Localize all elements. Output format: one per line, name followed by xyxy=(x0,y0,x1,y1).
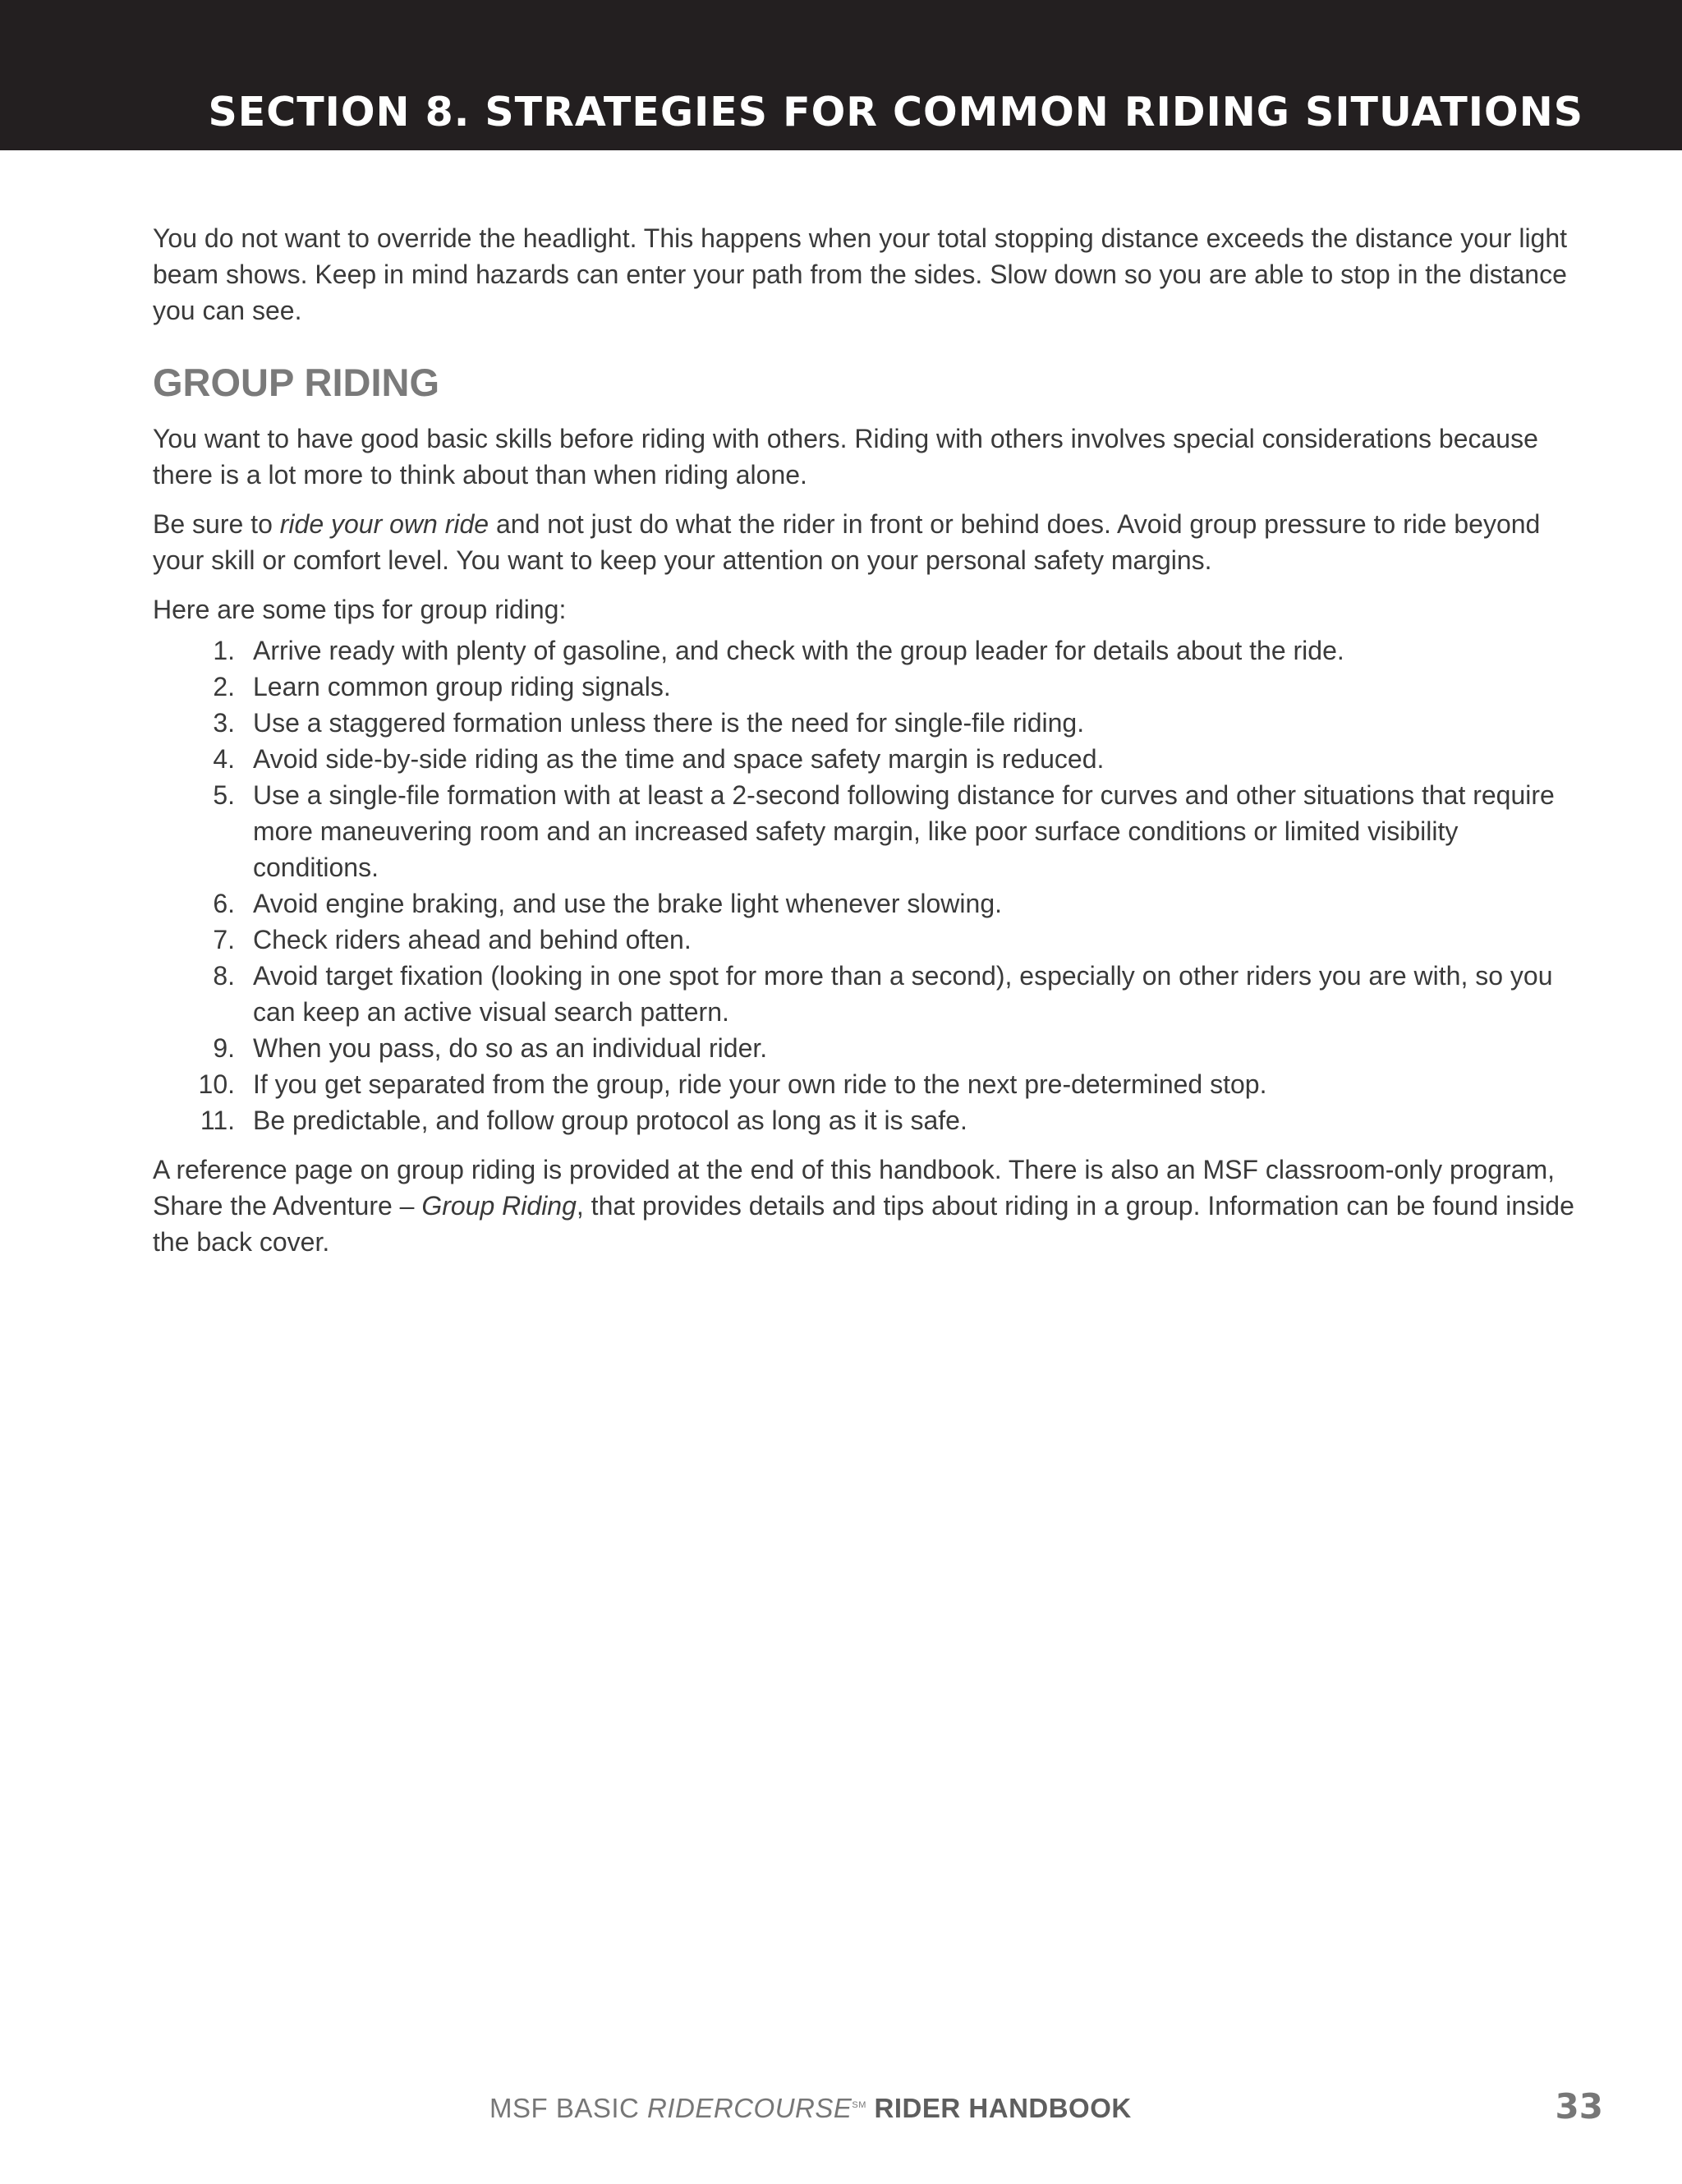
list-item-text: Be predictable, and follow group protocol as long as it is safe. xyxy=(253,1106,967,1135)
handbook-title xyxy=(489,2093,1132,2124)
list-item-text: Check riders ahead and behind often. xyxy=(253,925,692,954)
list-item-text: Avoid engine braking, and use the brake light whenever slowing. xyxy=(253,889,1002,918)
handbook-title-suffix: RIDER HANDBOOK xyxy=(866,2093,1132,2123)
list-item-number: 10. xyxy=(198,1069,235,1099)
list-item xyxy=(153,1102,1582,1138)
list-item xyxy=(153,669,1582,705)
list-item-text: Use a single-file formation with at least a 2-second following distance for curves and other situations that require more maneuvering room and an increased safety margin, like poor surface conditions or limited visibility conditions. xyxy=(253,780,1555,882)
intro-paragraph: You do not want to override the headlight. This happens when your total stopping distance exceeds the distance your light beam shows. Keep in mind hazards can enter your path from the sides. Slow down so you are able to stop in the distance you can see. xyxy=(153,223,1568,325)
list-item xyxy=(153,1066,1582,1102)
list-item xyxy=(153,885,1582,922)
section-title: SECTION 8. STRATEGIES FOR COMMON RIDING SITUATIONS xyxy=(208,89,1583,136)
list-item xyxy=(153,922,1582,958)
list-item xyxy=(153,1030,1582,1066)
list-item-number: 7. xyxy=(213,925,235,954)
group-riding-program-title: Group Riding xyxy=(421,1191,577,1221)
tips-list xyxy=(153,632,1582,1138)
list-item-text: Avoid side-by-side riding as the time and space safety margin is reduced. xyxy=(253,744,1105,774)
list-item-text: When you pass, do so as an individual rider. xyxy=(253,1033,768,1063)
page-content xyxy=(153,220,1582,1273)
list-item xyxy=(153,705,1582,741)
list-item xyxy=(153,741,1582,777)
list-item-number: 2. xyxy=(213,672,235,701)
closing-text-start: A reference page on group riding is provided at the end of this handbook. There is also an MSF classroom-only program, Share the Adventure – xyxy=(153,1155,1556,1221)
group-riding-paragraph-1: You want to have good basic skills before riding with others. Riding with others involves special considerations because there is a lot more to think about than when riding alone. xyxy=(153,424,1538,490)
paragraph-2-text-end: and not just do what the rider in front or behind does. Avoid group pressure to ride beyond your skill or comfort level. You want to keep your attention on your personal safety margins. xyxy=(153,509,1541,575)
ridercourse-brand: RIDERCOURSE xyxy=(647,2093,852,2123)
list-item-number: 6. xyxy=(213,889,235,918)
list-item-number: 1. xyxy=(213,636,235,665)
list-item-number: 3. xyxy=(213,708,235,738)
header-bar xyxy=(0,0,1682,150)
list-item xyxy=(153,958,1582,1030)
closing-text-end: , that provides details and tips about riding in a group. Information can be found inside the back cover. xyxy=(153,1191,1574,1257)
paragraph-2-text-start: Be sure to xyxy=(153,509,280,539)
handbook-title-prefix: MSF BASIC xyxy=(489,2093,648,2123)
page-number: 33 xyxy=(1555,2086,1603,2127)
list-item-text: Arrive ready with plenty of gasoline, and check with the group leader for details about the ride. xyxy=(253,636,1344,665)
list-item-text: Avoid target fixation (looking in one spot for more than a second), especially on other riders you are with, so you can keep an active visual search pattern. xyxy=(253,961,1553,1027)
list-item-text: If you get separated from the group, ride your own ride to the next pre-determined stop. xyxy=(253,1069,1267,1099)
list-item-number: 5. xyxy=(213,780,235,810)
group-riding-heading: GROUP RIDING xyxy=(153,361,440,404)
page-footer xyxy=(0,2086,1682,2134)
list-item-number: 4. xyxy=(213,744,235,774)
list-item-number: 9. xyxy=(213,1033,235,1063)
group-riding-paragraph-2 xyxy=(153,506,1582,578)
list-item xyxy=(153,777,1582,885)
closing-paragraph xyxy=(153,1152,1582,1260)
list-item-number: 11. xyxy=(200,1106,235,1135)
tips-intro: Here are some tips for group riding: xyxy=(153,595,567,624)
list-item-text: Use a staggered formation unless there is the need for single-file riding. xyxy=(253,708,1085,738)
list-item xyxy=(153,632,1582,669)
list-item-number: 8. xyxy=(213,961,235,991)
service-mark: SM xyxy=(852,2100,866,2110)
ride-your-own-ride-emphasis: ride your own ride xyxy=(279,509,489,539)
list-item-text: Learn common group riding signals. xyxy=(253,672,671,701)
